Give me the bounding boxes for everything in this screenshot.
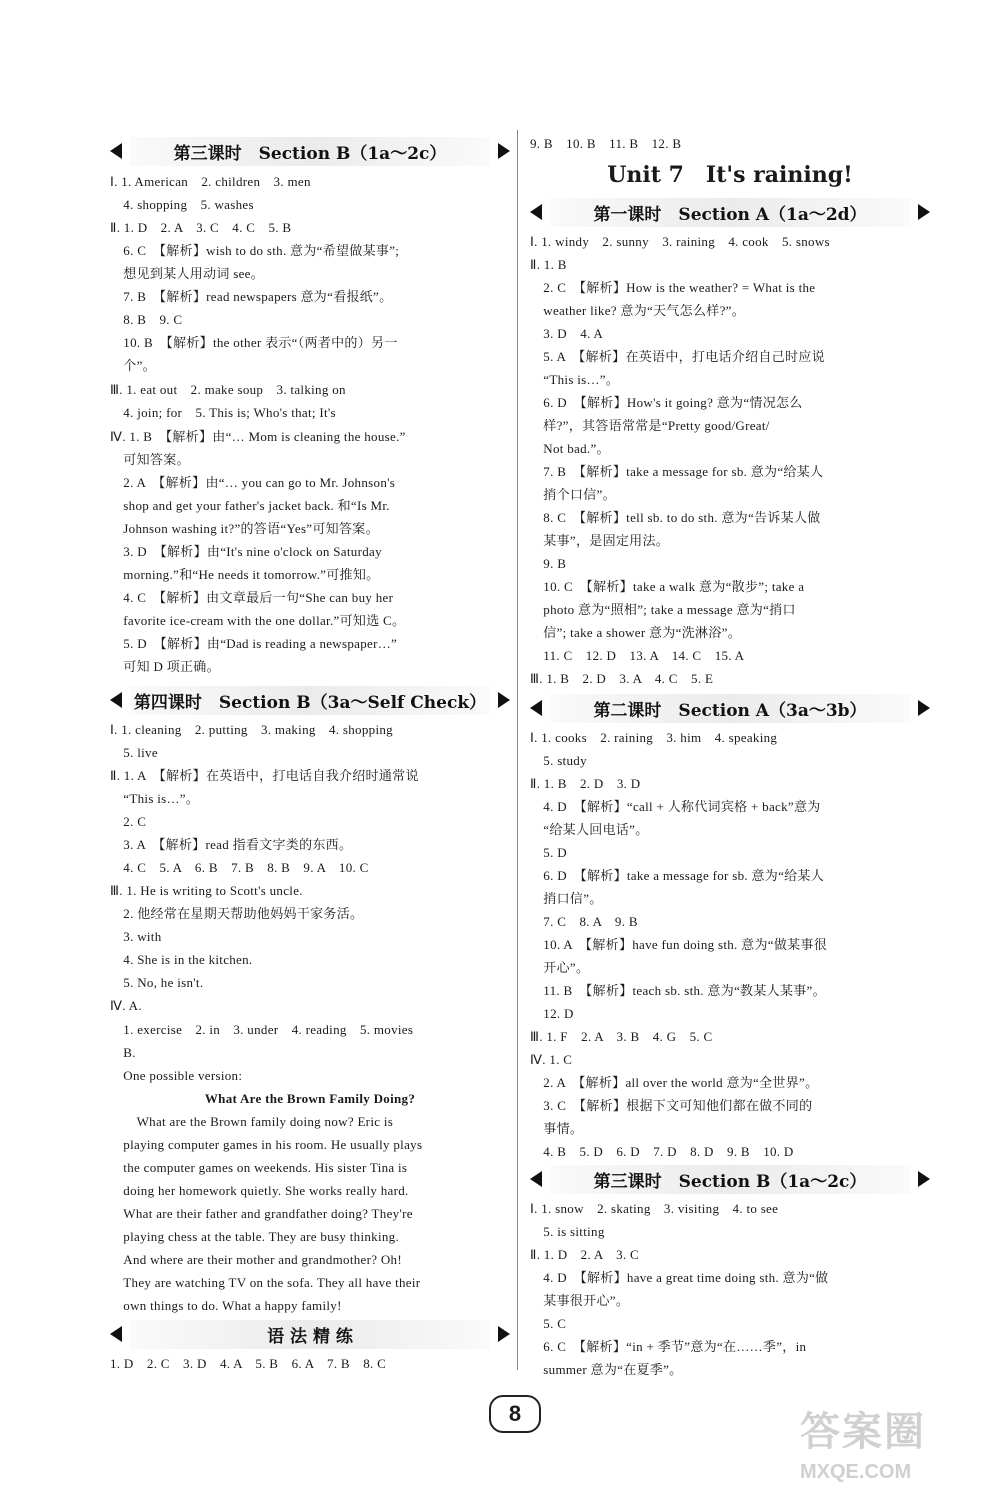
answer-line: 某事很开心”。 <box>530 1293 630 1308</box>
left-arrow-icon <box>530 700 542 716</box>
right-arrow-icon <box>498 1326 510 1342</box>
section-header-lesson3-right <box>530 1163 930 1195</box>
answer-line: 4. join; for 5. This is; Who's that; It's <box>110 405 336 420</box>
answer-line: 4. She is in the kitchen. <box>110 952 253 967</box>
watermark-url: MXQE.COM <box>800 1461 912 1483</box>
answer-line: 1. D 2. C 3. D 4. A 5. B 6. A 7. B 8. C <box>110 1356 387 1371</box>
essay-line: What are their father and grandfather doing? They're <box>110 1206 413 1221</box>
answer-line: Ⅱ. 1. B <box>530 257 567 272</box>
answer-line: 可知答案。 <box>110 452 190 467</box>
section-title: 第三课时 Section B（1a～2c） <box>550 1165 910 1194</box>
answer-line: 4. shopping 5. washes <box>110 197 254 212</box>
unit-title: Unit 7 It's raining! <box>607 162 853 188</box>
answer-line: summer 意为“在夏季”。 <box>530 1362 683 1377</box>
answer-line: 3. D 【解析】由“It's nine o'clock on Saturday <box>110 544 382 559</box>
answer-line: Ⅲ. 1. B 2. D 3. A 4. C 5. E <box>530 671 714 686</box>
answer-line: Ⅲ. 1. F 2. A 3. B 4. G 5. C <box>530 1029 713 1044</box>
answer-line: 4. C 5. A 6. B 7. B 8. B 9. A 10. C <box>110 860 369 875</box>
answer-line: 8. C 【解析】tell sb. to do sth. 意为“告诉某人做 <box>530 510 821 525</box>
answer-line: 2. 他经常在星期天帮助他妈妈干家务活。 <box>110 906 364 921</box>
answer-line: “This is…”。 <box>530 372 620 387</box>
answer-line: Ⅰ. 1. cooks 2. raining 3. him 4. speaking <box>530 730 778 745</box>
right-arrow-icon <box>918 1171 930 1187</box>
essay-line: They are watching TV on the sofa. They all have their <box>110 1275 421 1290</box>
answer-line: 3. C 【解析】根据下文可知他们都在做不同的 <box>530 1098 813 1113</box>
answer-line: 想见到某人用动词 see。 <box>110 266 265 281</box>
answer-line: 4. D 【解析】have a great time doing sth. 意为“做 <box>530 1270 829 1285</box>
answer-line: 5. live <box>110 745 158 760</box>
answer-line: Not bad.”。 <box>530 441 610 456</box>
answer-line: 2. C <box>110 814 147 829</box>
essay-line: own things to do. What a happy family! <box>110 1298 342 1313</box>
answer-line: 10. B 【解析】the other 表示“（两者中的）另一 <box>110 335 398 350</box>
answer-line: 9. B 10. B 11. B 12. B <box>530 136 682 151</box>
answer-line: Ⅱ. 1. D 2. A 3. C 4. C 5. B <box>110 220 292 235</box>
right-arrow-icon <box>918 700 930 716</box>
answer-line: 10. C 【解析】take a walk 意为“散步”; take a <box>530 579 805 594</box>
answer-line: 捎口信”。 <box>530 891 603 906</box>
answer-line: 开心”。 <box>530 960 590 975</box>
answer-line: 3. with <box>110 929 162 944</box>
answer-line: 9. B <box>530 556 567 571</box>
left-arrow-icon <box>110 692 122 708</box>
answer-line: 3. D 4. A <box>530 326 604 341</box>
page-number: 8 <box>489 1395 541 1433</box>
answer-line: Ⅰ. 1. cleaning 2. putting 3. making 4. shopping <box>110 722 393 737</box>
section-title: 第二课时 Section A（3a～3b） <box>550 694 910 723</box>
answer-line: Ⅰ. 1. snow 2. skating 3. visiting 4. to see <box>530 1201 779 1216</box>
column-divider <box>517 130 518 1370</box>
answer-line: 6. C 【解析】wish to do sth. 意为“希望做某事”; <box>110 243 400 258</box>
answer-line: Ⅳ. 1. C <box>530 1052 573 1067</box>
answer-line: “This is…”。 <box>110 791 200 806</box>
answer-line: favorite ice-cream with the one dollar.”可知选 C。 <box>110 613 406 628</box>
answer-line: Johnson washing it?”的答语“Yes”可知答案。 <box>110 521 379 536</box>
watermark-logo <box>800 1400 980 1490</box>
left-arrow-icon <box>110 1326 122 1342</box>
answer-line: 6. C 【解析】“in + 季节”意为“在……季”，in <box>530 1339 807 1354</box>
answer-line: Ⅱ. 1. A 【解析】在英语中，打电话自我介绍时通常说 <box>110 768 419 783</box>
answer-line: 信”; take a shower 意为“洗淋浴”。 <box>530 625 741 640</box>
answer-line: 3. A 【解析】read 指看文字类的东西。 <box>110 837 353 852</box>
answer-line: 捎个口信”。 <box>530 487 616 502</box>
answer-line: 样?”，其答语常常是“Pretty good/Great/ <box>530 418 770 433</box>
answer-line: Ⅲ. 1. He is writing to Scott's uncle. <box>110 883 303 898</box>
section-header-grammar <box>110 1318 510 1350</box>
answer-line: 6. D 【解析】take a message for sb. 意为“给某人 <box>530 868 825 883</box>
answer-line: 5. is sitting <box>530 1224 605 1239</box>
answer-line: 4. B 5. D 6. D 7. D 8. D 9. B 10. D <box>530 1144 794 1159</box>
answer-line: shop and get your father's jacket back. 和“Is Mr. <box>110 498 390 513</box>
answer-line: 7. B 【解析】take a message for sb. 意为“给某人 <box>530 464 824 479</box>
answer-line: 5. A 【解析】在英语中，打电话介绍自己时应说 <box>530 349 825 364</box>
answer-line: 2. A 【解析】由“… you can go to Mr. Johnson's <box>110 475 396 490</box>
answer-line: 7. C 8. A 9. B <box>530 914 638 929</box>
essay-line: What are the Brown family doing now? Eric is <box>110 1114 394 1129</box>
section-title: 第三课时 Section B（1a～2c） <box>130 137 490 166</box>
answer-line: 8. B 9. C <box>110 312 183 327</box>
answer-line: 事情。 <box>530 1121 584 1136</box>
answer-line: 个”。 <box>110 358 156 373</box>
answer-line: 某事”，是固定用法。 <box>530 533 670 548</box>
answer-line: “给某人回电话”。 <box>530 822 649 837</box>
left-arrow-icon <box>530 204 542 220</box>
answer-line: morning.”和“He needs it tomorrow.”可推知。 <box>110 567 380 582</box>
section-header-lesson4 <box>110 684 510 716</box>
right-arrow-icon <box>498 692 510 708</box>
answer-line: 4. D 【解析】“call + 人称代词宾格 + back”意为 <box>530 799 821 814</box>
answer-line: 1. exercise 2. in 3. under 4. reading 5. movies <box>110 1022 414 1037</box>
answer-line: 5. D <box>530 845 567 860</box>
answer-line: B. <box>110 1045 136 1060</box>
answer-line: Ⅳ. A. <box>110 998 142 1013</box>
answer-line: Ⅱ. 1. D 2. A 3. C <box>530 1247 640 1262</box>
answer-line: 4. C 【解析】由文章最后一句“She can buy her <box>110 590 394 605</box>
section-header-lesson3-left <box>110 135 510 167</box>
essay-title: What Are the Brown Family Doing? <box>204 1091 416 1106</box>
answer-line: weather like? 意为“天气怎么样?”。 <box>530 303 746 318</box>
answer-line: Ⅰ. 1. windy 2. sunny 3. raining 4. cook 5. snows <box>530 234 830 249</box>
answer-line: 10. A 【解析】have fun doing sth. 意为“做某事很 <box>530 937 828 952</box>
answer-line: 2. A 【解析】all over the world 意为“全世界”。 <box>530 1075 819 1090</box>
right-arrow-icon <box>918 204 930 220</box>
essay-line: playing chess at the table. They are busy thinking. <box>110 1229 400 1244</box>
essay-line: doing her homework quietly. She works really hard. <box>110 1183 409 1198</box>
answer-line: 5. study <box>530 753 587 768</box>
answer-line: 5. C <box>530 1316 567 1331</box>
section-title: 第四课时 Section B（3a～Self Check） <box>130 686 490 715</box>
left-arrow-icon <box>530 1171 542 1187</box>
answer-line: Ⅳ. 1. B 【解析】由“… Mom is cleaning the house.” <box>110 429 406 444</box>
answer-line: 可知 D 项正确。 <box>110 659 220 674</box>
essay-line: playing computer games in his room. He usually plays <box>110 1137 423 1152</box>
answer-line: Ⅱ. 1. B 2. D 3. D <box>530 776 641 791</box>
watermark-text: 答案圈 <box>800 1410 926 1454</box>
answer-line: Ⅰ. 1. American 2. children 3. men <box>110 174 311 189</box>
section-title: 第一课时 Section A（1a～2d） <box>550 198 910 227</box>
answer-line: 2. C 【解析】How is the weather? = What is the <box>530 280 816 295</box>
section-header-lesson1 <box>530 196 930 228</box>
answer-line: photo 意为“照相”; take a message 意为“捎口 <box>530 602 796 617</box>
answer-line: 7. B 【解析】read newspapers 意为“看报纸”。 <box>110 289 393 304</box>
right-arrow-icon <box>498 143 510 159</box>
answer-line: 5. No, he isn't. <box>110 975 204 990</box>
essay-line: And where are their mother and grandmother? Oh! <box>110 1252 402 1267</box>
section-title: 语 法 精 练 <box>130 1320 490 1349</box>
answer-line: 11. C 12. D 13. A 14. C 15. A <box>530 648 745 663</box>
answer-line: One possible version: <box>110 1068 243 1083</box>
answer-line: 6. D 【解析】How's it going? 意为“情况怎么 <box>530 395 803 410</box>
section-header-lesson2 <box>530 692 930 724</box>
answer-line: 12. D <box>530 1006 574 1021</box>
left-arrow-icon <box>110 143 122 159</box>
essay-line: the computer games on weekends. His sister Tina is <box>110 1160 408 1175</box>
answer-line: Ⅲ. 1. eat out 2. make soup 3. talking on <box>110 382 346 397</box>
answer-line: 5. D 【解析】由“Dad is reading a newspaper…” <box>110 636 398 651</box>
answer-line: 11. B 【解析】teach sb. sth. 意为“教某人某事”。 <box>530 983 826 998</box>
